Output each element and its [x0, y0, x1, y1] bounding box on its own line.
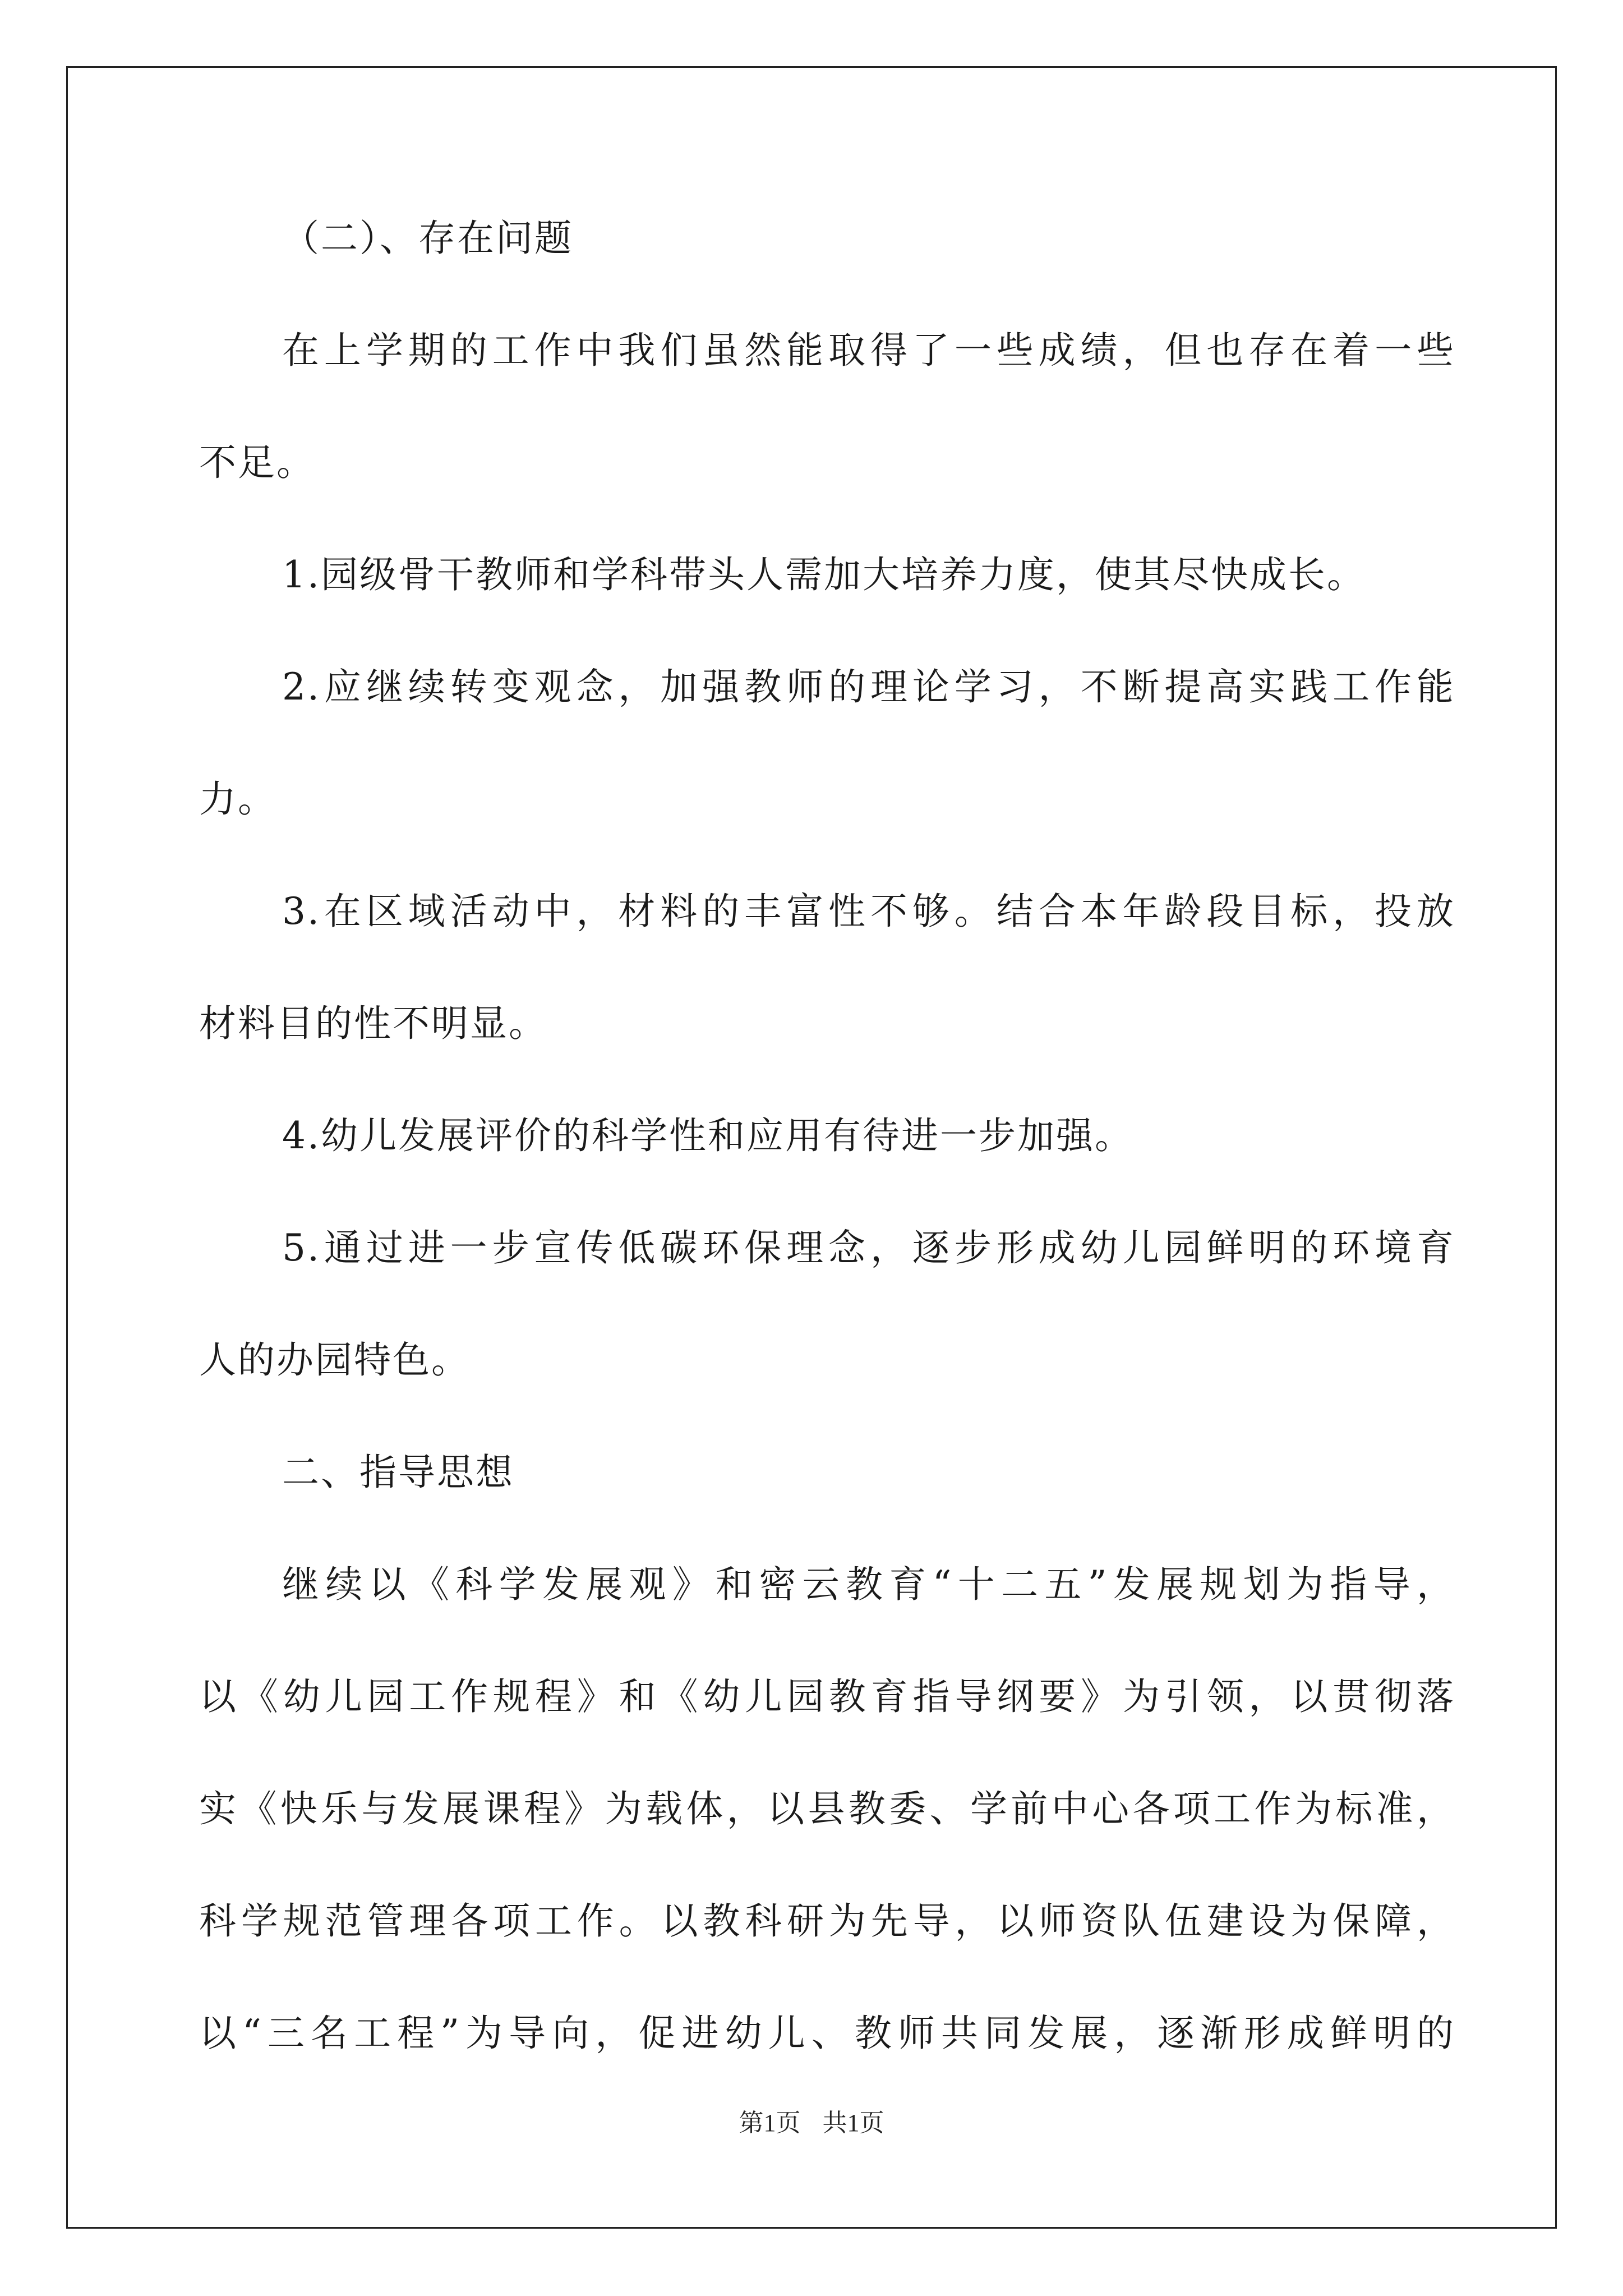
list-item: 2.应继续转变观念，加强教师的理论学习，不断提高实践工作能 [282, 665, 1455, 708]
list-item-continuation: 人的办园特色。 [199, 1338, 470, 1382]
page-footer [0, 2102, 1623, 2138]
list-item-continuation: 材料目的性不明显。 [199, 1002, 547, 1045]
page-number: 第1页 [739, 2109, 801, 2137]
section-heading: （二）、存在问题 [282, 217, 573, 260]
list-item: 3.在区域活动中，材料的丰富性不够。结合本年龄段目标，投放 [282, 890, 1455, 933]
section-heading: 二、指导思想 [282, 1451, 514, 1494]
paragraph-line: 以“三名工程”为导向，促进幼儿、教师共同发展，逐渐形成鲜明的 [199, 2012, 1455, 2055]
list-item-continuation: 力。 [199, 777, 276, 821]
list-item: 5.通过进一步宣传低碳环保理念，逐步形成幼儿园鲜明的环境育 [282, 1226, 1455, 1269]
paragraph-line: 以《幼儿园工作规程》和《幼儿园教育指导纲要》为引领，以贯彻落 [199, 1675, 1455, 1718]
list-item: 4.幼儿发展评价的科学性和应用有待进一步加强。 [282, 1114, 1133, 1157]
paragraph-line: 继续以《科学发展观》和密云教育“十二五”发展规划为指导， [282, 1563, 1455, 1606]
paragraph-line: 科学规范管理各项工作。以教科研为先导，以师资队伍建设为保障， [199, 1899, 1455, 1943]
list-item: 1.园级骨干教师和学科带头人需加大培养力度，使其尽快成长。 [282, 553, 1366, 596]
paragraph-line: 实《快乐与发展课程》为载体，以县教委、学前中心各项工作为标准， [199, 1787, 1455, 1830]
paragraph-line: 不足。 [199, 441, 315, 484]
page-total: 共1页 [822, 2109, 884, 2137]
paragraph-line: 在上学期的工作中我们虽然能取得了一些成绩，但也存在着一些 [282, 329, 1455, 372]
